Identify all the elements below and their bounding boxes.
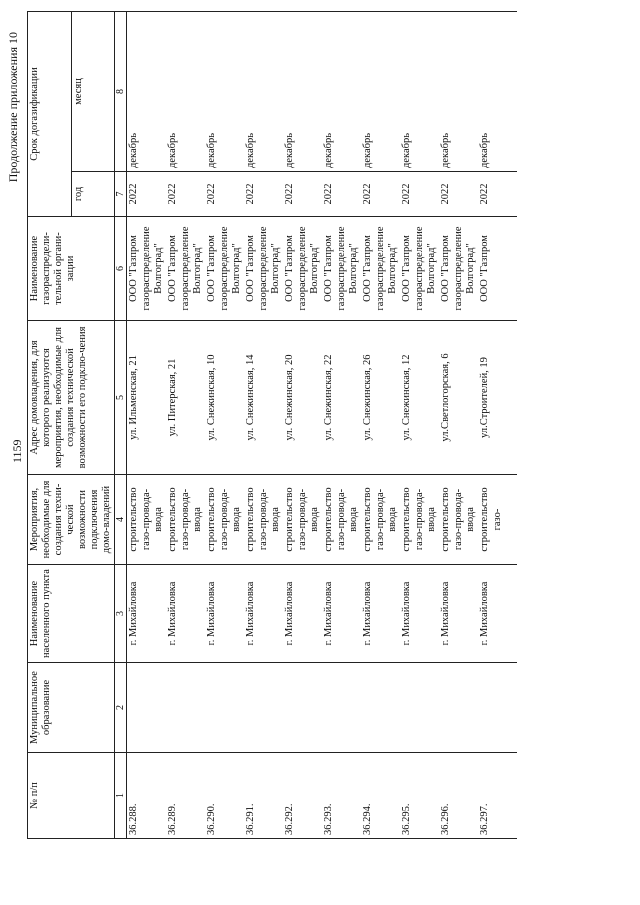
cell-settlement: г. Михайловка: [166, 565, 205, 663]
cell-num: 36.297.: [478, 753, 517, 839]
cell-month: декабрь: [244, 11, 283, 171]
cell-measure: строительство газо-провода-ввода: [400, 475, 439, 565]
cell-measure: строительство газо-провода-ввода: [127, 475, 167, 565]
cell-year: 2022: [283, 172, 322, 217]
cell-gdo: ООО "Газпром газораспределение Волгоград": [205, 217, 244, 321]
cell-settlement: г. Михайловка: [478, 565, 517, 663]
table-row: [283, 11, 322, 838]
cell-measure: строительство газо-провода-ввода: [361, 475, 400, 565]
cell-address: ул. Снежинская, 26: [361, 321, 400, 475]
cell-year: 2022: [439, 172, 478, 217]
page-number: 1159: [10, 439, 24, 463]
cell-gdo: ООО "Газпром газораспределение Волгоград": [127, 217, 167, 321]
header-address: Адрес домовладения, для которого реализуются мероприятия, необходимые для создания технической возможности его подклю-чения: [28, 321, 115, 475]
cell-year: 2022: [244, 172, 283, 217]
cell-num: 36.295.: [400, 753, 439, 839]
cell-settlement: г. Михайловка: [244, 565, 283, 663]
table-row: [244, 11, 283, 838]
column-numbers-row: [115, 11, 127, 838]
cell-gdo: ООО "Газпром газораспределение Волгоград": [283, 217, 322, 321]
cell-gdo: ООО "Газпром: [478, 217, 517, 321]
cell-measure: строительство газо-провода-ввода: [205, 475, 244, 565]
cell-year: 2022: [166, 172, 205, 217]
col-number: 3: [115, 565, 127, 663]
cell-measure: строительство газо-провода-ввода: [244, 475, 283, 565]
cell-address: ул.Строителей, 19: [478, 321, 517, 475]
gasification-table: [27, 11, 517, 839]
cell-settlement: г. Михайловка: [361, 565, 400, 663]
cell-gdo: ООО "Газпром газораспределение Волгоград": [400, 217, 439, 321]
cell-gdo: ООО "Газпром газораспределение Волгоград": [361, 217, 400, 321]
cell-mo: [244, 663, 283, 753]
header-year: год: [71, 172, 115, 217]
cell-num: 36.289.: [166, 753, 205, 839]
cell-measure: строительство газо-провода-ввода: [322, 475, 361, 565]
cell-address: ул. Снежинская, 22: [322, 321, 361, 475]
cell-measure: строительство газо-провода-ввода: [283, 475, 322, 565]
cell-year: 2022: [361, 172, 400, 217]
cell-address: ул. Снежинская, 12: [400, 321, 439, 475]
cell-mo: [127, 663, 167, 753]
cell-month: декабрь: [400, 11, 439, 171]
cell-gdo: ООО "Газпром газораспределение Волгоград": [166, 217, 205, 321]
header-measure: Мероприятия, необходимые для создания техни-ческой возможности подключения домо-владений: [28, 475, 115, 565]
cell-month: декабрь: [283, 11, 322, 171]
table-row: [478, 11, 517, 838]
header-row: [28, 11, 72, 838]
cell-year: 2022: [478, 172, 517, 217]
col-number: 1: [115, 753, 127, 839]
cell-address: ул.Светлогорская, 6: [439, 321, 478, 475]
table-row: [361, 11, 400, 838]
cell-mo: [283, 663, 322, 753]
table-row: [127, 11, 167, 838]
cell-month: декабрь: [478, 11, 517, 171]
header-deadline: Срок догазификации: [28, 11, 72, 216]
cell-year: 2022: [322, 172, 361, 217]
col-number: 5: [115, 321, 127, 475]
cell-settlement: г. Михайловка: [205, 565, 244, 663]
cell-num: 36.291.: [244, 753, 283, 839]
cell-num: 36.290.: [205, 753, 244, 839]
cell-mo: [322, 663, 361, 753]
header-gdo: Наименование газораспредели-тельной органи-зации: [28, 217, 115, 321]
cell-year: 2022: [400, 172, 439, 217]
cell-address: ул. Снежинская, 10: [205, 321, 244, 475]
cell-measure: строительство газо-провода-ввода: [439, 475, 478, 565]
col-number: 8: [115, 11, 127, 171]
cell-measure: строительство газо-провода-ввода: [166, 475, 205, 565]
table-row: [322, 11, 361, 838]
cell-settlement: г. Михайловка: [439, 565, 478, 663]
col-number: 4: [115, 475, 127, 565]
cell-gdo: ООО "Газпром газораспределение Волгоград": [322, 217, 361, 321]
header-mo: Муниципальное образование: [28, 663, 115, 753]
col-number: 7: [115, 172, 127, 217]
cell-settlement: г. Михайловка: [283, 565, 322, 663]
cell-mo: [439, 663, 478, 753]
cell-mo: [361, 663, 400, 753]
cell-address: ул. Ильменская, 21: [127, 321, 167, 475]
cell-mo: [166, 663, 205, 753]
cell-month: декабрь: [322, 11, 361, 171]
cell-settlement: г. Михайловка: [400, 565, 439, 663]
table-row: [400, 11, 439, 838]
cell-address: ул. Снежинская, 20: [283, 321, 322, 475]
cell-num: 36.294.: [361, 753, 400, 839]
table-row: [439, 11, 478, 838]
cell-num: 36.288.: [127, 753, 167, 839]
cell-gdo: ООО "Газпром газораспределение Волгоград": [244, 217, 283, 321]
cell-num: 36.292.: [283, 753, 322, 839]
header-settlement: Наименование населенного пункта: [28, 565, 115, 663]
cell-mo: [400, 663, 439, 753]
cell-mo: [205, 663, 244, 753]
col-number: 2: [115, 663, 127, 753]
cell-month: декабрь: [166, 11, 205, 171]
cell-month: декабрь: [439, 11, 478, 171]
cell-address: ул. Питерская, 21: [166, 321, 205, 475]
continuation-title: Продолжение приложения 10: [6, 32, 20, 183]
cell-num: 36.293.: [322, 753, 361, 839]
cell-month: декабрь: [127, 11, 167, 171]
cell-year: 2022: [205, 172, 244, 217]
cell-year: 2022: [127, 172, 167, 217]
cell-address: ул. Снежинская, 14: [244, 321, 283, 475]
header-num: № п/п: [28, 753, 115, 839]
cell-month: декабрь: [205, 11, 244, 171]
col-number: 6: [115, 217, 127, 321]
cell-settlement: г. Михайловка: [322, 565, 361, 663]
cell-mo: [478, 663, 517, 753]
header-month: месяц: [71, 11, 115, 171]
table-row: [166, 11, 205, 838]
cell-month: декабрь: [361, 11, 400, 171]
table-row: [205, 11, 244, 838]
cell-settlement: г. Михайловка: [127, 565, 167, 663]
cell-gdo: ООО "Газпром газораспределение Волгоград": [439, 217, 478, 321]
cell-num: 36.296.: [439, 753, 478, 839]
cell-measure: строительство газо-: [478, 475, 517, 565]
